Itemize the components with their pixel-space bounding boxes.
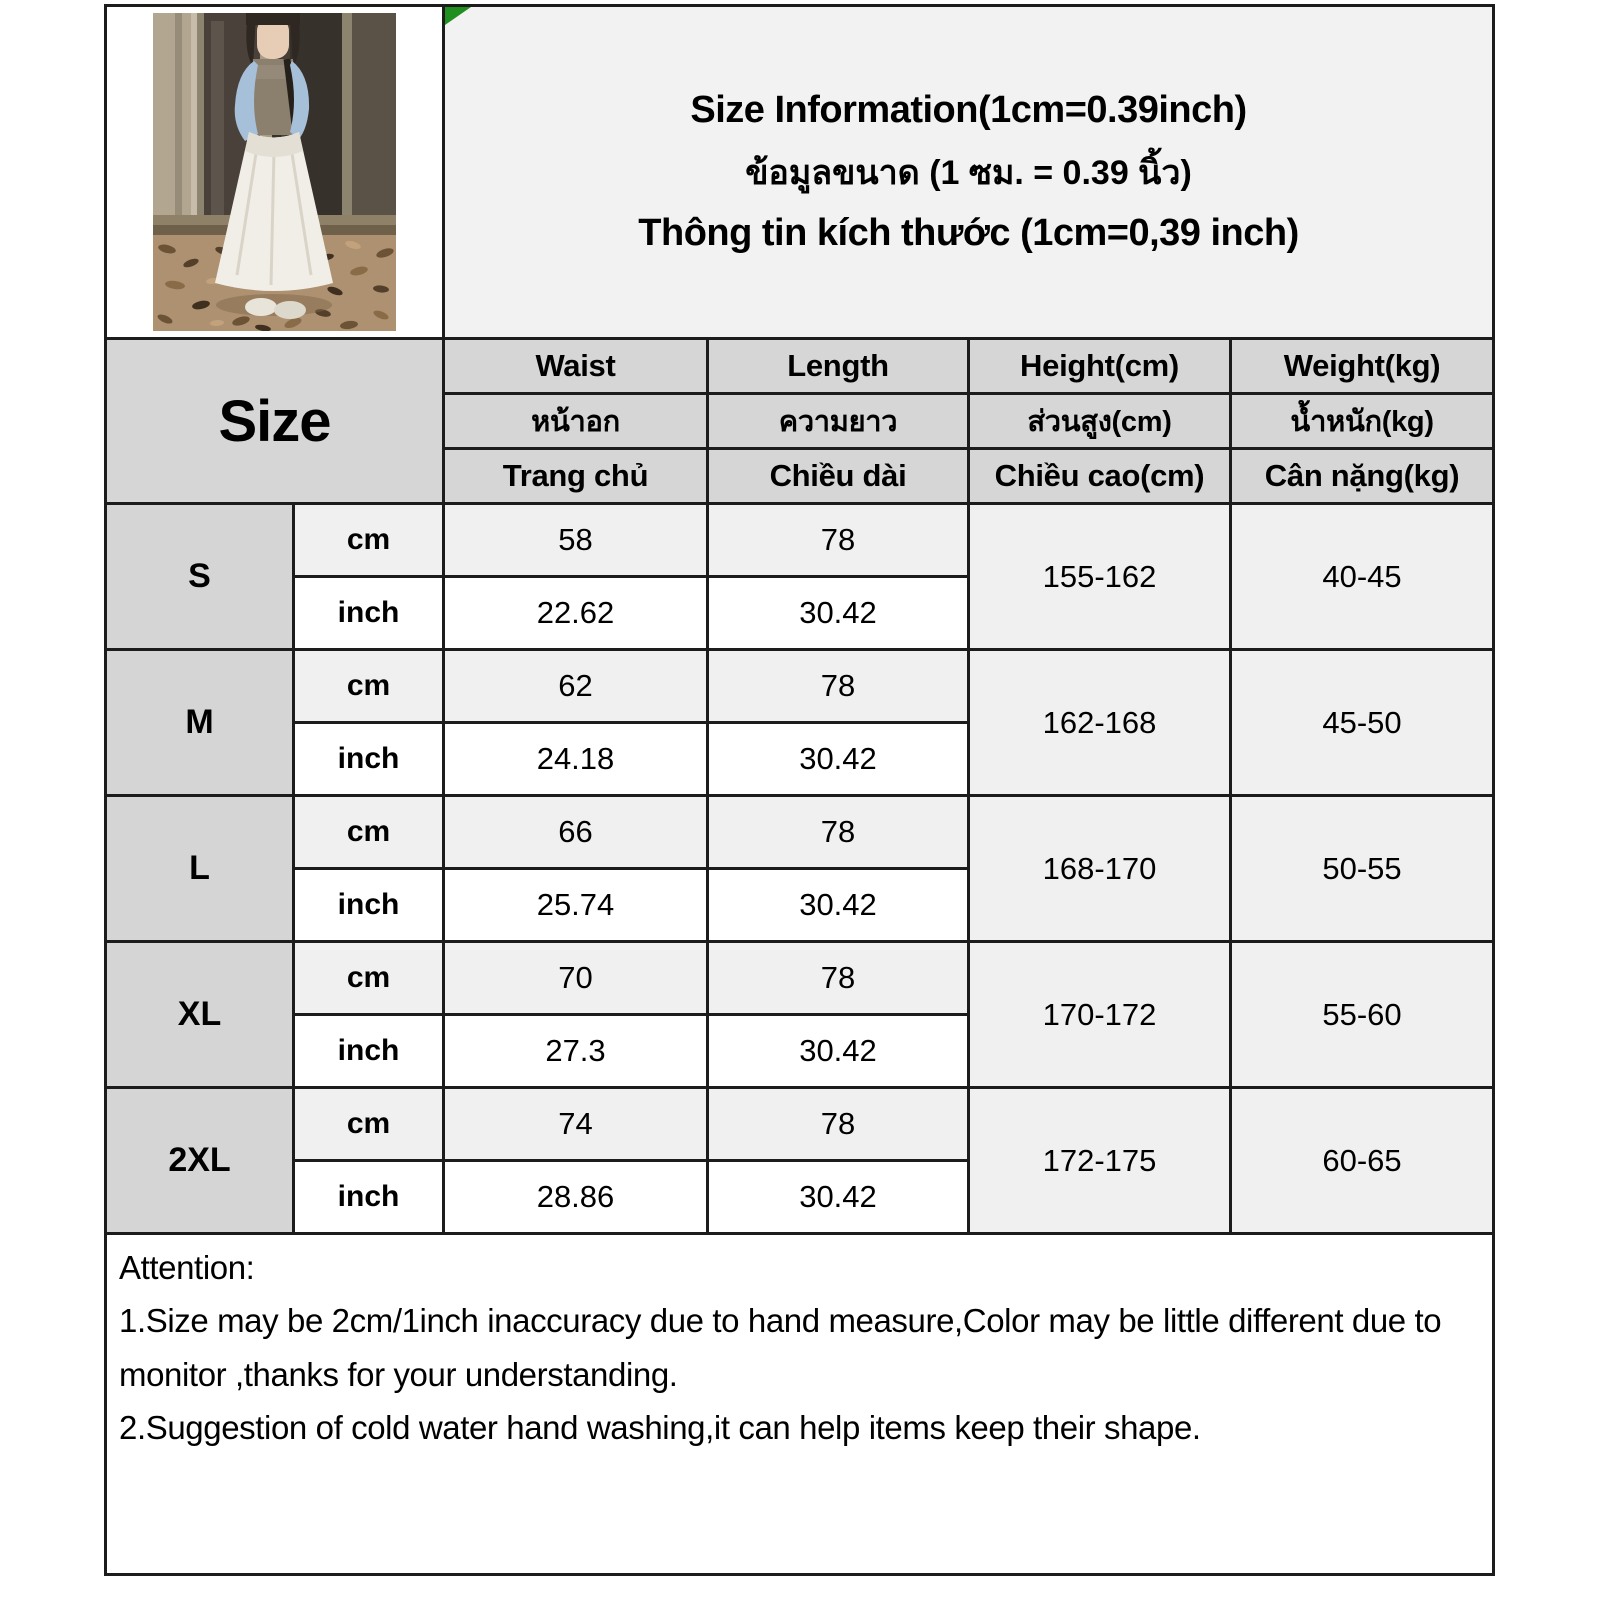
2xl-waist-inch: 28.86 bbox=[444, 1161, 708, 1234]
2xl-waist-cm: 74 bbox=[444, 1088, 708, 1161]
s-waist-cm: 58 bbox=[444, 504, 708, 577]
l-height-range: 168-170 bbox=[969, 796, 1231, 942]
size-s-label: S bbox=[106, 504, 294, 650]
table-row-xl-cm bbox=[106, 942, 1494, 1015]
title-thai: ข้อมูลขนาด (1 ซม. = 0.39 นิ้ว) bbox=[745, 154, 1192, 192]
header-length-th: ความยาว bbox=[708, 394, 969, 449]
attention-note-2: 2.Suggestion of cold water hand washing,it can help items keep their shape. bbox=[119, 1409, 1201, 1447]
size-xl-label: XL bbox=[106, 942, 294, 1088]
l-length-inch: 30.42 bbox=[708, 869, 969, 942]
xl-weight-range: 55-60 bbox=[1231, 942, 1494, 1088]
2xl-weight-range: 60-65 bbox=[1231, 1088, 1494, 1234]
m-length-cm: 78 bbox=[708, 650, 969, 723]
unit-inch-label: inch bbox=[294, 577, 444, 650]
header-waist-th: หน้าอก bbox=[444, 394, 708, 449]
title-panel bbox=[444, 6, 1494, 339]
l-length-cm: 78 bbox=[708, 796, 969, 869]
unit-cm-label: cm bbox=[294, 650, 444, 723]
xl-length-cm: 78 bbox=[708, 942, 969, 1015]
table-row-m-cm bbox=[106, 650, 1494, 723]
unit-inch-label: inch bbox=[294, 1015, 444, 1088]
unit-inch-label: inch bbox=[294, 869, 444, 942]
2xl-length-cm: 78 bbox=[708, 1088, 969, 1161]
xl-waist-inch: 27.3 bbox=[444, 1015, 708, 1088]
m-length-inch: 30.42 bbox=[708, 723, 969, 796]
size-2xl-label: 2XL bbox=[106, 1088, 294, 1234]
unit-cm-label: cm bbox=[294, 942, 444, 1015]
green-corner-triangle-icon bbox=[445, 7, 471, 25]
header-height-vi: Chiều cao(cm) bbox=[969, 449, 1231, 504]
attention-heading: Attention: bbox=[119, 1249, 255, 1286]
header-waist-vi: Trang chủ bbox=[444, 449, 708, 504]
header-waist-en: Waist bbox=[444, 339, 708, 394]
header-weight-en: Weight(kg) bbox=[1231, 339, 1494, 394]
unit-inch-label: inch bbox=[294, 1161, 444, 1234]
header-length-vi: Chiều dài bbox=[708, 449, 969, 504]
model-photo-illustration bbox=[153, 13, 396, 331]
table-row-2xl-cm bbox=[106, 1088, 1494, 1161]
l-waist-inch: 25.74 bbox=[444, 869, 708, 942]
header-height-th: ส่วนสูง(cm) bbox=[969, 394, 1231, 449]
m-waist-cm: 62 bbox=[444, 650, 708, 723]
2xl-height-range: 172-175 bbox=[969, 1088, 1231, 1234]
attention-panel bbox=[106, 1234, 1494, 1575]
size-l-label: L bbox=[106, 796, 294, 942]
title-english: Size Information(1cm=0.39inch) bbox=[690, 89, 1247, 131]
m-height-range: 162-168 bbox=[969, 650, 1231, 796]
2xl-length-inch: 30.42 bbox=[708, 1161, 969, 1234]
table-row-l-cm bbox=[106, 796, 1494, 869]
title-vietnamese: Thông tin kích thước (1cm=0,39 inch) bbox=[638, 212, 1299, 254]
header-weight-vi: Cân nặng(kg) bbox=[1231, 449, 1494, 504]
s-length-inch: 30.42 bbox=[708, 577, 969, 650]
l-waist-cm: 66 bbox=[444, 796, 708, 869]
table-row-s-cm bbox=[106, 504, 1494, 577]
m-waist-inch: 24.18 bbox=[444, 723, 708, 796]
s-length-cm: 78 bbox=[708, 504, 969, 577]
xl-length-inch: 30.42 bbox=[708, 1015, 969, 1088]
header-height-en: Height(cm) bbox=[969, 339, 1231, 394]
product-photo-cell bbox=[106, 6, 444, 339]
s-weight-range: 40-45 bbox=[1231, 504, 1494, 650]
unit-inch-label: inch bbox=[294, 723, 444, 796]
xl-height-range: 170-172 bbox=[969, 942, 1231, 1088]
l-weight-range: 50-55 bbox=[1231, 796, 1494, 942]
header-length-en: Length bbox=[708, 339, 969, 394]
product-photo bbox=[153, 13, 396, 331]
m-weight-range: 45-50 bbox=[1231, 650, 1494, 796]
size-chart-sheet bbox=[104, 4, 1495, 1576]
s-height-range: 155-162 bbox=[969, 504, 1231, 650]
size-column-header: Size bbox=[106, 339, 444, 504]
s-waist-inch: 22.62 bbox=[444, 577, 708, 650]
unit-cm-label: cm bbox=[294, 504, 444, 577]
unit-cm-label: cm bbox=[294, 1088, 444, 1161]
attention-note-1: 1.Size may be 2cm/1inch inaccuracy due to hand measure,Color may be little different due to monitor ,thanks for your understanding. bbox=[119, 1302, 1442, 1393]
header-weight-th: น้ำหนัก(kg) bbox=[1231, 394, 1494, 449]
size-chart-table bbox=[104, 4, 1495, 1576]
size-m-label: M bbox=[106, 650, 294, 796]
xl-waist-cm: 70 bbox=[444, 942, 708, 1015]
unit-cm-label: cm bbox=[294, 796, 444, 869]
